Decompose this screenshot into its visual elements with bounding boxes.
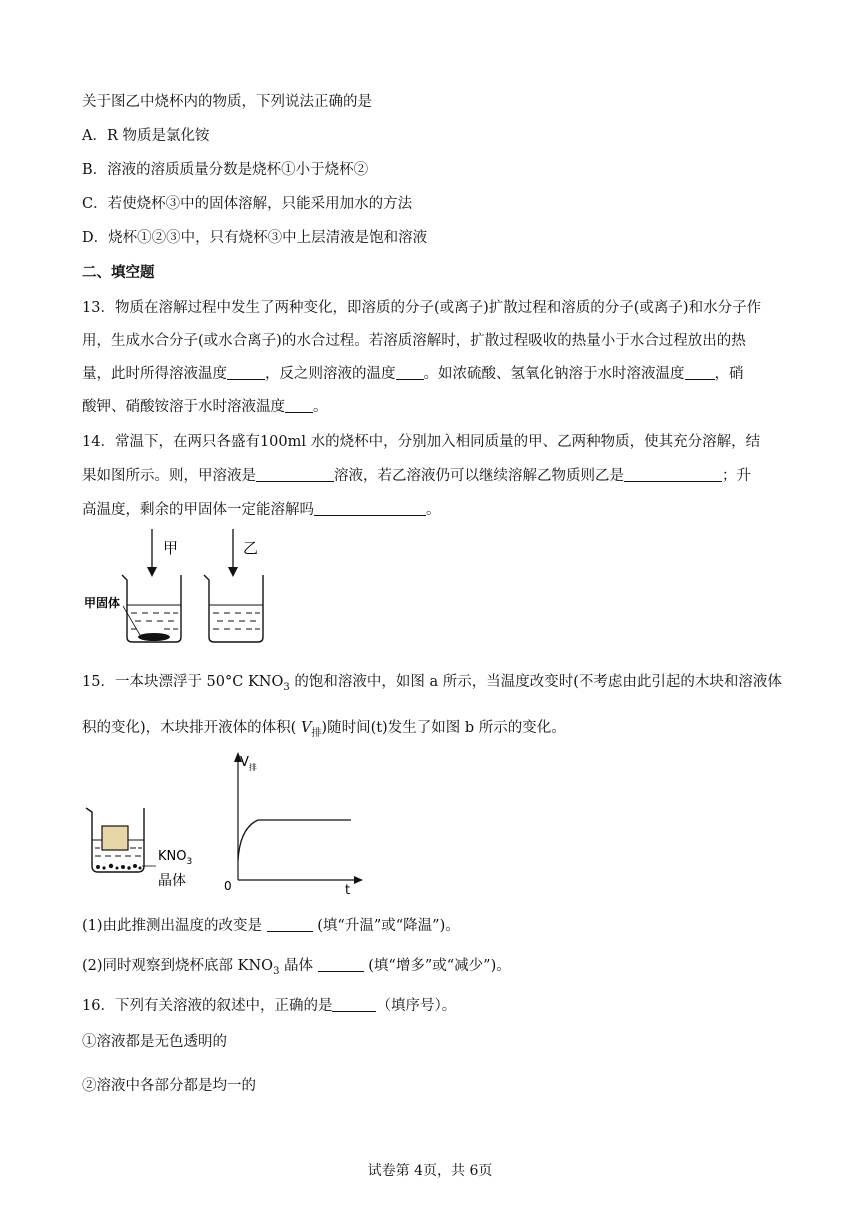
answer-blank[interactable]: [314, 501, 426, 517]
text: 量，此时所得溶液温度: [82, 366, 227, 382]
answer-blank[interactable]: [256, 467, 334, 483]
text: 15．一本块漂浮于 50°C KNO: [82, 674, 284, 690]
subscript: 3: [283, 681, 290, 693]
answer-blank[interactable]: [332, 997, 376, 1013]
text: 酸钾、硝酸铵溶于水时溶液温度: [82, 399, 285, 415]
q13-line1: 13．物质在溶解过程中发生了两种变化，即溶质的分子(或离子)扩散过程和溶质的分子(或离子)和水分子作: [82, 300, 762, 316]
q14-beakers-figure: [80, 525, 280, 655]
label-yi: 乙: [243, 539, 259, 557]
subscript: 排: [311, 727, 322, 739]
text: 晶体: [279, 958, 314, 974]
answer-blank[interactable]: [396, 365, 424, 381]
label-jia: 甲: [163, 539, 179, 557]
q13-line2: 用，生成水合分子(或水合离子)的水合过程。若溶质溶解时，扩散过程吸收的热量小于水合过程放出的热: [82, 333, 746, 349]
text: (填“增多”或“减少”)。: [368, 958, 511, 974]
beaker-yi: [204, 575, 263, 642]
q12-stem: 关于图乙中烧杯内的物质，下列说法正确的是: [82, 94, 372, 110]
q12-option-d: D．烧杯①②③中，只有烧杯③中上层清液是饱和溶液: [82, 230, 428, 246]
text: (1)由此推测出温度的改变是: [82, 918, 263, 934]
text: 溶液，若乙溶液仍可以继续溶解乙物质则乙是: [334, 468, 624, 484]
text: 果如图所示。则，甲溶液是: [82, 468, 256, 484]
text: (填“升温”或“降温”)。: [317, 918, 460, 934]
text: )随时间(t)发生了如图 b 所示的变化。: [321, 720, 566, 736]
text: 。如浓硫酸、氢氧化钠溶于水时溶液温度: [423, 366, 685, 382]
q12-option-c: C．若使烧杯③中的固体溶解，只能采用加水的方法: [82, 196, 413, 212]
q14-line1: 14．常温下，在两只各盛有100ml 水的烧杯中，分别加入相同质量的甲、乙两种物质，使其充分溶解，结: [82, 434, 761, 450]
q16-item2: ②溶液中各部分都是均一的: [82, 1078, 256, 1094]
label-solid: 甲固体: [84, 596, 121, 610]
y-axis-label: $V_排$: [240, 755, 257, 772]
text: ；升: [722, 468, 751, 484]
q15-figure-a: [80, 800, 210, 895]
answer-blank[interactable]: [267, 917, 313, 933]
q13-line4: [82, 395, 328, 416]
text: 积的变化)，木块排开液体的体积(: [82, 720, 297, 736]
wood-block: [102, 826, 128, 850]
text: ，硝: [714, 366, 744, 382]
beaker-jia: [84, 575, 181, 642]
text: 16．下列有关溶液的叙述中，正确的是: [82, 998, 333, 1014]
kno3-label: $KNO_3$: [158, 849, 193, 867]
v-curve: [238, 820, 351, 860]
answer-blank[interactable]: [285, 398, 313, 414]
origin-label: 0: [224, 879, 232, 893]
q12-option-a: A．R 物质是氯化铵: [82, 128, 210, 144]
text: 。: [313, 399, 328, 415]
q15-sub1: [82, 914, 460, 935]
text: 。: [426, 502, 441, 518]
answer-blank[interactable]: [318, 957, 364, 973]
q13-line3: [82, 362, 744, 383]
q15-line1: [82, 670, 782, 693]
crystal-label: 晶体: [158, 873, 186, 889]
subscript: 3: [273, 965, 280, 977]
text: ，反之则溶液的温度: [265, 366, 396, 382]
x-axis-label: t: [345, 883, 351, 898]
answer-blank[interactable]: [624, 467, 722, 483]
q16-item1: ①溶液都是无色透明的: [82, 1034, 227, 1050]
v-symbol: V: [300, 720, 312, 736]
text: 的饱和溶液中，如图 a 所示，当温度改变时(不考虑由此引起的木块和溶液体: [289, 674, 782, 690]
answer-blank[interactable]: [685, 365, 715, 381]
q14-line2: [82, 464, 751, 485]
crystals: [96, 864, 142, 870]
q16-stem: [82, 994, 456, 1015]
section-title: 二、填空题: [82, 265, 155, 281]
answer-blank[interactable]: [227, 365, 265, 381]
text: （填序号）。: [376, 998, 457, 1014]
q15-sub2: [82, 954, 511, 977]
q15-figure-b-graph: [218, 748, 368, 898]
q14-line3: [82, 498, 441, 519]
text: (2)同时观察到烧杯底部 KNO: [82, 958, 274, 974]
page-footer: 试卷第 4页，共 6页: [367, 1163, 493, 1179]
q15-line2: [82, 716, 566, 739]
q12-option-b: B．溶液的溶质质量分数是烧杯①小于烧杯②: [82, 162, 369, 178]
text: 高温度，剩余的甲固体一定能溶解吗: [82, 502, 314, 518]
